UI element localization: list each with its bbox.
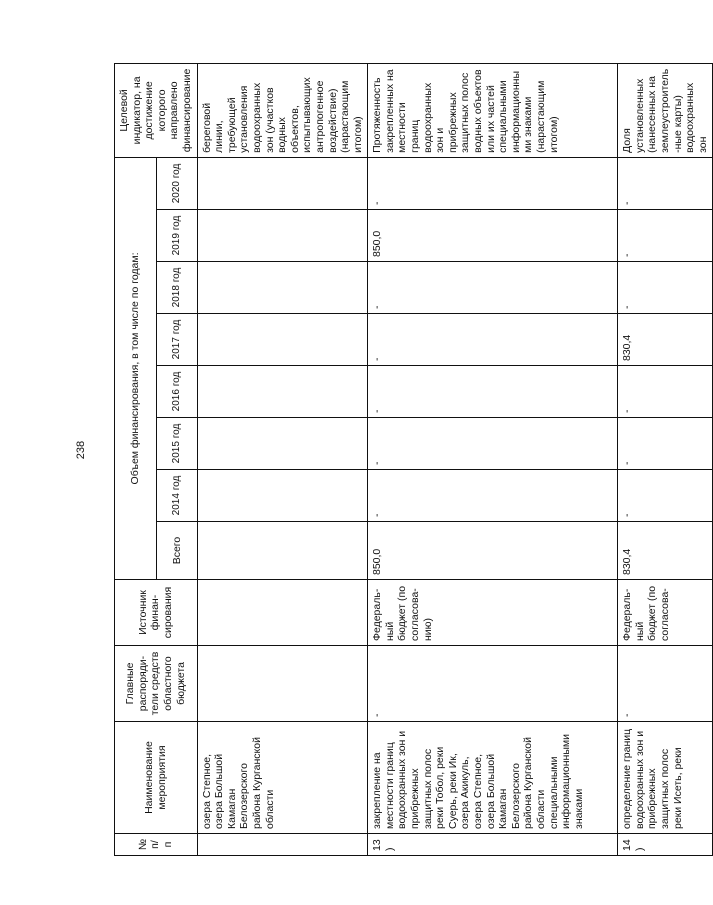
table-row xyxy=(368,63,618,855)
row-num: 13) xyxy=(368,834,618,856)
row-source: Федераль-ный бюджет (по согласова- xyxy=(618,580,713,646)
row-year-value: - xyxy=(618,470,713,522)
row-num: 14) xyxy=(618,834,713,856)
header-num: № п/п xyxy=(115,834,198,856)
header-year: 2015 год xyxy=(157,418,197,470)
header-total: Всего xyxy=(157,522,197,580)
row-name: определение границ водоохранных зон и прибрежных защитных полос реки Исеть, реки xyxy=(618,722,713,834)
row-year-value: 830,4 xyxy=(618,314,713,366)
row-year-value: - xyxy=(618,157,713,209)
row-managers xyxy=(197,646,368,722)
row-year-value: - xyxy=(618,210,713,262)
header-year: 2018 год xyxy=(157,262,197,314)
row-managers: - xyxy=(618,646,713,722)
row-name: закрепление на местности границ водоохранных зон и прибрежных защитных полос реки Тобол, реки Суерь, реки Ик, озера Акикуль, озера Степное, озера Большой Камаган Белозерского района Курганской области специальными информационными знаками xyxy=(368,722,618,834)
header-year: 2014 год xyxy=(157,470,197,522)
funding-table xyxy=(114,63,713,856)
header-year: 2020 год xyxy=(157,157,197,209)
row-indicator: береговой линии, требующей установления водоохранных зон (участков водных объектов, испытывающих антропогенное воздействие) (нарастающим итогом) xyxy=(197,63,368,157)
header-year: 2017 год xyxy=(157,314,197,366)
header-funding-group: Объем финансирования, в том числе по годам: xyxy=(115,157,157,579)
row-year-value xyxy=(197,418,368,470)
table-row xyxy=(618,63,713,855)
row-source: Федераль-ный бюджет (по согласова-нию) xyxy=(368,580,618,646)
header-indicator: Целевой индикатор, на достижение которого направлено финансирование xyxy=(115,63,198,157)
page-number: 238 xyxy=(75,440,87,460)
row-year-value xyxy=(197,470,368,522)
row-year-value xyxy=(197,314,368,366)
header-managers: Главные распоряди-тели средств областного бюджета xyxy=(115,646,198,722)
row-year-value: - xyxy=(618,418,713,470)
row-total: 830,4 xyxy=(618,522,713,580)
rotated-page xyxy=(114,64,709,856)
row-year-value: - xyxy=(368,418,618,470)
row-total: 850,0 xyxy=(368,522,618,580)
header-source: Источник финан-сирования xyxy=(115,580,198,646)
row-num xyxy=(197,834,368,856)
row-year-value: - xyxy=(368,470,618,522)
header-name: Наименование мероприятия xyxy=(115,722,198,834)
row-year-value xyxy=(197,157,368,209)
row-year-value: - xyxy=(368,262,618,314)
row-year-value: - xyxy=(368,157,618,209)
row-year-value: 850,0 xyxy=(368,210,618,262)
table-row xyxy=(197,63,368,855)
header-year: 2016 год xyxy=(157,366,197,418)
row-year-value: - xyxy=(368,366,618,418)
row-year-value: - xyxy=(368,314,618,366)
row-year-value: - xyxy=(618,366,713,418)
row-year-value: - xyxy=(618,262,713,314)
row-total xyxy=(197,522,368,580)
row-indicator: Доля установленных (нанесенных на землеустроитель-ные карты) водоохранных зон xyxy=(618,63,713,157)
row-year-value xyxy=(197,210,368,262)
row-indicator: Протяженность закрепленных на местности границ водоохранных зон и прибрежных защитных полос водных объектов или их частей специальными информационными знаками (нарастающим итогом) xyxy=(368,63,618,157)
row-name: озера Степное, озера Большой Камаган Белозерского района Курганской области xyxy=(197,722,368,834)
header-year: 2019 год xyxy=(157,210,197,262)
row-managers: - xyxy=(368,646,618,722)
row-year-value xyxy=(197,366,368,418)
row-source xyxy=(197,580,368,646)
row-year-value xyxy=(197,262,368,314)
